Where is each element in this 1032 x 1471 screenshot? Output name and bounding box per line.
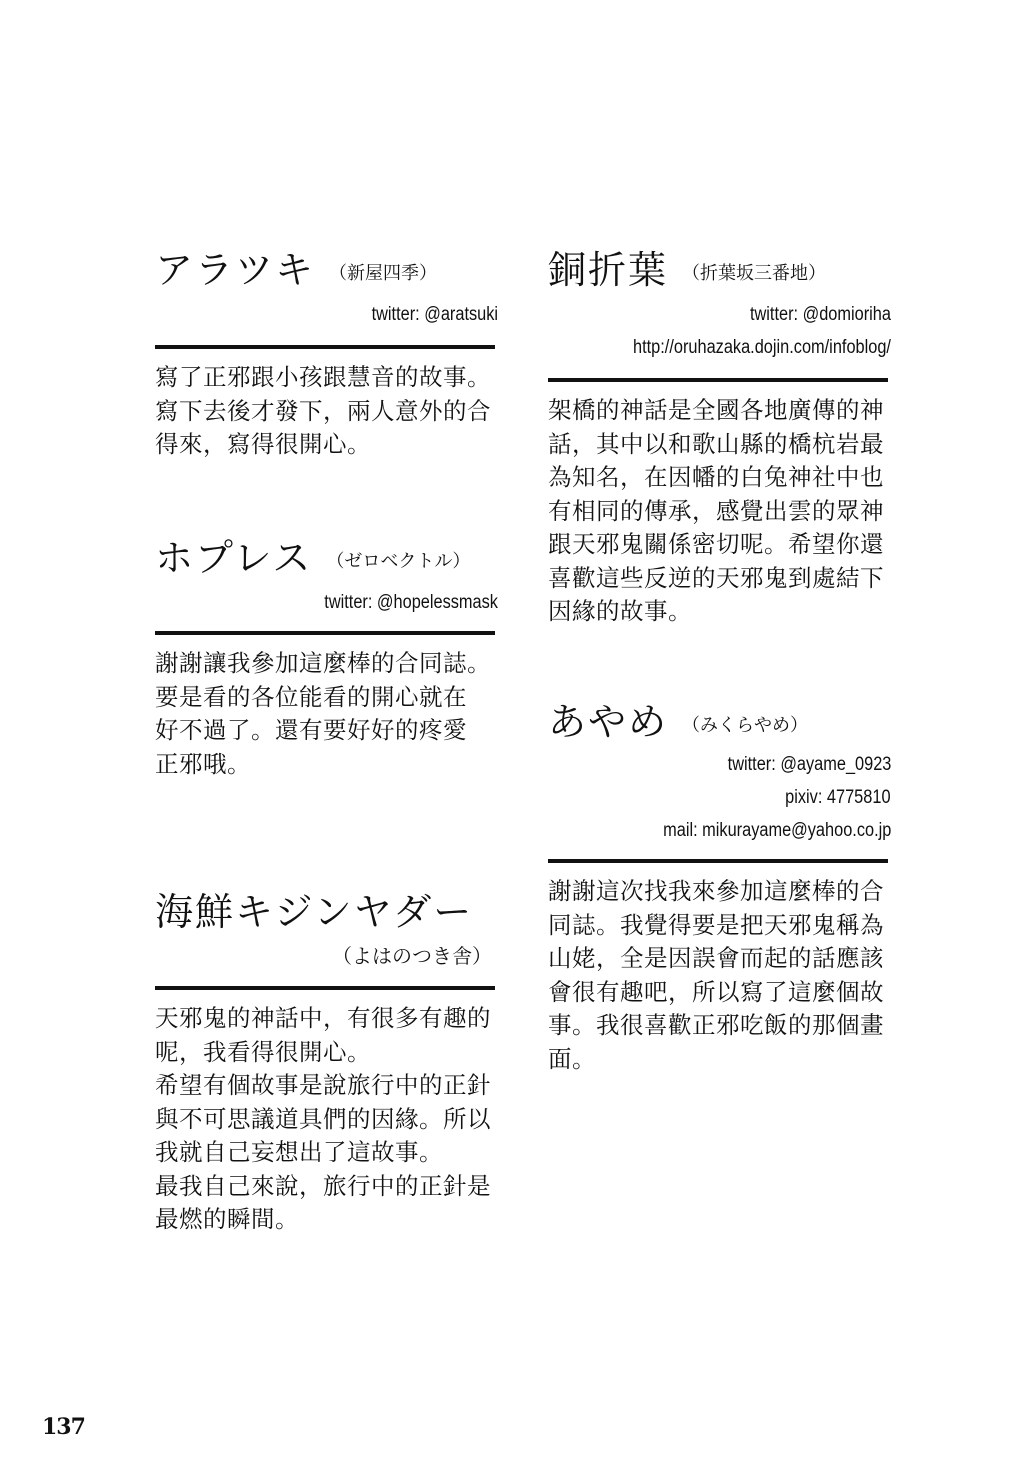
contact-website-link[interactable]: http://oruhazaka.dojin.com/infoblog/	[633, 337, 891, 358]
contact-twitter: twitter: @aratsuki	[371, 304, 498, 325]
contact-twitter: twitter: @hopelessmask	[324, 592, 498, 613]
author-comment: 寫了正邪跟小孩跟慧音的故事。 寫下去後才發下，兩人意外的合 得來，寫得很開心。	[155, 363, 491, 458]
author-comment: 謝謝讓我參加這麼棒的合同誌。 要是看的各位能看的開心就在 好不過了。還有要好好的疼愛 正邪哦。	[155, 649, 491, 778]
author-name-line	[548, 248, 893, 292]
divider-rule	[155, 631, 495, 635]
divider-rule	[155, 986, 495, 990]
author-name: 銅折葉	[548, 248, 669, 292]
divider-rule	[548, 378, 888, 382]
author-comment: 天邪鬼的神話中，有很多有趣的 呢，我看得很開心。 希望有個故事是說旅行中的正針 與不可思議道具們的因緣。所以 我就自己妄想出了這故事。 最我自己來說，旅行中的正針是 最燃的瞬間。	[155, 1004, 491, 1233]
divider-rule	[155, 345, 495, 349]
author-comment: 架橋的神話是全國各地廣傳的神 話，其中以和歌山縣的橋杭岩最 為知名，在因幡的白兔神社中也 有相同的傳承，感覺出雲的眾神 跟天邪鬼關係密切呢。希望你還 喜歡這些反逆的天邪鬼到處結下 因緣的故事。	[548, 396, 884, 625]
author-name-line	[155, 536, 500, 580]
author-entry-ayame	[548, 700, 893, 1076]
divider-rule	[548, 859, 888, 863]
circle-name: （ゼロベクトル）	[326, 551, 471, 572]
author-name: 海鮮キジンヤダー	[155, 890, 474, 934]
author-name: ホプレス	[155, 536, 313, 580]
circle-name: （新屋四季）	[329, 263, 438, 284]
contact-pixiv: pixiv: 4775810	[785, 787, 891, 808]
circle-name: （折葉坂三番地）	[682, 263, 827, 284]
author-name-line	[155, 248, 500, 292]
author-entry-douoriha	[548, 248, 893, 629]
circle-name: （よはのつき舎）	[332, 944, 492, 968]
author-comment: 謝謝這次找我來參加這麼棒的合 同誌。我覺得要是把天邪鬼稱為 山姥，全是因誤會而起的話應該 會很有趣吧，所以寫了這麼個故 事。我很喜歡正邪吃飯的那個畫 面。	[548, 877, 884, 1073]
author-name: アラツキ	[155, 248, 316, 292]
contact-mail[interactable]: mail: mikurayame@yahoo.co.jp	[662, 820, 891, 841]
contact-twitter: twitter: @ayame_0923	[727, 754, 891, 775]
contact-twitter: twitter: @domioriha	[750, 304, 891, 325]
circle-name: （みくらやめ）	[682, 715, 809, 736]
page-number: 137	[42, 1414, 85, 1440]
author-name: あやめ	[548, 700, 669, 744]
author-name-line	[548, 700, 893, 744]
author-entry-hopuresu	[155, 536, 500, 781]
author-entry-kaisen-kijinyadaa	[155, 890, 500, 1237]
author-name-line	[155, 890, 500, 934]
author-entry-aratsuki	[155, 248, 500, 462]
